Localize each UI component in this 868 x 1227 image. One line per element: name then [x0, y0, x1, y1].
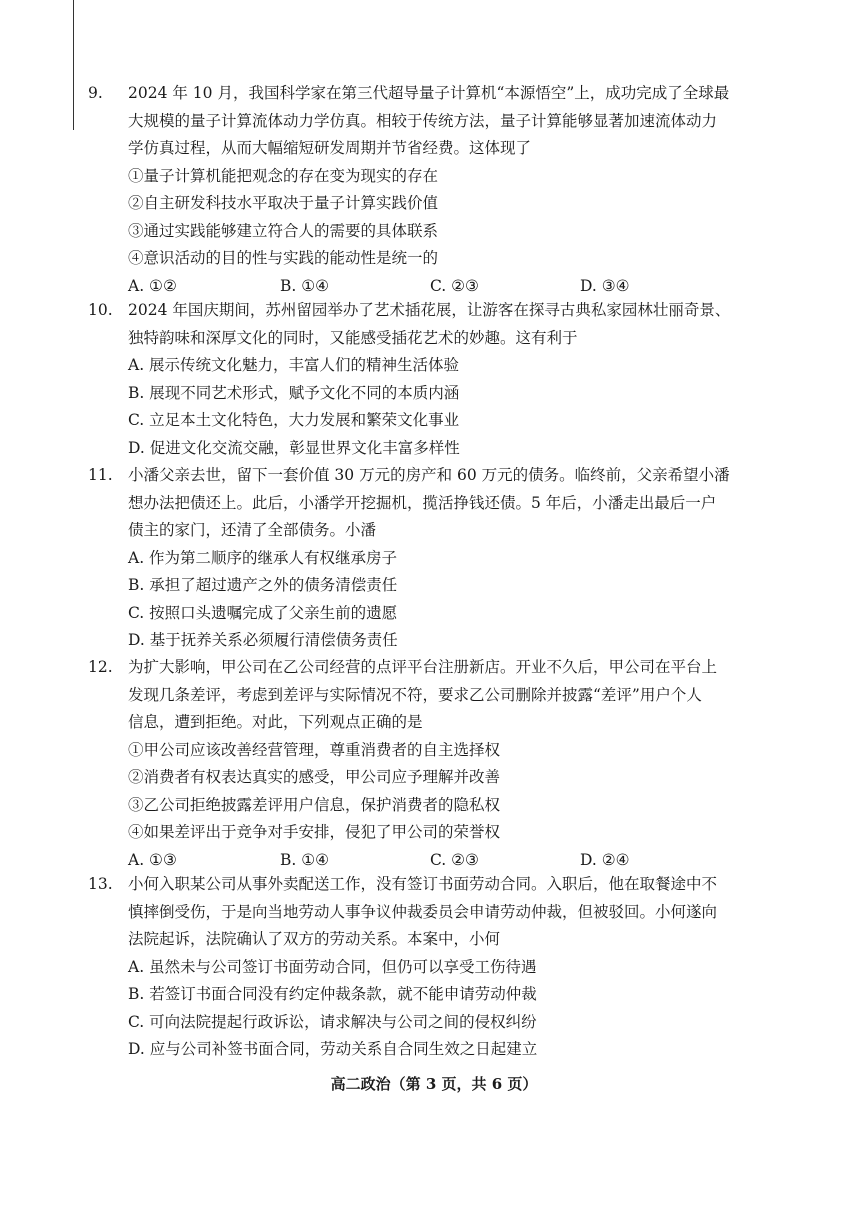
question-number: 9. [88, 84, 103, 102]
question-stem-line: 小何入职某公司从事外卖配送工作，没有签订书面劳动合同。入职后，他在取餐途中不 [128, 875, 718, 893]
statement-3: ③乙公司拒绝披露差评用户信息，保护消费者的隐私权 [128, 795, 501, 814]
option-a: A. ①③ [128, 850, 177, 869]
question-stem-line: 独特韵味和深厚文化的同时，又能感受插花艺术的妙趣。这有利于 [128, 328, 578, 347]
question-stem-line: 法院起诉，法院确认了双方的劳动关系。本案中，小何 [128, 930, 501, 948]
option-a: A. ①② [128, 276, 177, 295]
question-number: 12. [88, 658, 113, 676]
question-9 [88, 80, 728, 300]
question-number: 13. [88, 875, 113, 893]
binding-margin-line [73, 0, 74, 130]
question-stem-line: 信息，遭到拒绝。对此，下列观点正确的是 [128, 713, 423, 731]
answer-options [88, 847, 728, 875]
option-c: C. 可向法院提起行政诉讼，请求解决与公司之间的侵权纠纷 [128, 1012, 537, 1031]
option-a: A. 展示传统文化魅力，丰富人们的精神生活体验 [128, 356, 460, 374]
question-stem-line: 小潘父亲去世，留下一套价值 30 万元的房产和 60 万元的债务。临终前，父亲希望小潘 [128, 466, 730, 484]
question-11 [88, 462, 728, 655]
question-stem-line: 发现几条差评，考虑到差评与实际情况不符，要求乙公司删除并披露“差评”用户个人 [128, 685, 702, 704]
answer-options [88, 273, 728, 301]
statement-1: ①量子计算机能把观念的存在变为现实的存在 [128, 166, 439, 185]
question-number: 11. [88, 466, 113, 484]
option-c: C. 立足本土文化特色，大力发展和繁荣文化事业 [128, 411, 460, 429]
option-d: D. ②④ [580, 850, 630, 869]
question-10 [88, 297, 731, 462]
option-d: D. 应与公司补签书面合同，劳动关系自合同生效之日起建立 [128, 1040, 538, 1058]
page-footer: 高二政治（第 3 页，共 6 页） [330, 1075, 538, 1093]
question-number: 10. [88, 301, 113, 319]
question-stem-line: 想办法把债还上。此后，小潘学开挖掘机，揽活挣钱还债。5 年后，小潘走出最后一户 [128, 493, 717, 512]
option-b: B. 承担了超过遗产之外的债务清偿责任 [128, 576, 398, 594]
statement-1: ①甲公司应该改善经营管理，尊重消费者的自主选择权 [128, 740, 501, 759]
option-b: B. 展现不同艺术形式，赋予文化不同的本质内涵 [128, 383, 460, 402]
option-b: B. ①④ [280, 276, 330, 295]
question-stem-line: 学仿真过程，从而大幅缩短研发周期并节省经费。这体现了 [128, 139, 532, 157]
option-c: C. ②③ [430, 276, 479, 295]
question-stem-line: 为扩大影响，甲公司在乙公司经营的点评平台注册新店。开业不久后，甲公司在平台上 [128, 658, 718, 676]
option-b: B. ①④ [280, 850, 330, 869]
statement-2: ②消费者有权表达真实的感受，甲公司应予理解并改善 [128, 768, 501, 786]
statement-3: ③通过实践能够建立符合人的需要的具体联系 [128, 221, 439, 240]
option-c: C. 按照口头遗嘱完成了父亲生前的遗愿 [128, 603, 398, 622]
question-stem-line: 2024 年 10 月，我国科学家在第三代超导量子计算机“本源悟空”上，成功完成了全球最 [128, 84, 730, 102]
option-b: B. 若签订书面合同没有约定仲裁条款，就不能申请劳动仲裁 [128, 985, 537, 1003]
option-c: C. ②③ [430, 850, 479, 869]
option-d: D. 促进文化交流交融，彰显世界文化丰富多样性 [128, 438, 460, 457]
question-stem-line: 2024 年国庆期间，苏州留园举办了艺术插花展，让游客在探寻古典私家园林壮丽奇景、 [128, 301, 731, 319]
statement-2: ②自主研发科技水平取决于量子计算实践价值 [128, 194, 439, 212]
question-12 [88, 654, 728, 874]
statement-4: ④如果差评出于竞争对手安排，侵犯了甲公司的荣誉权 [128, 823, 501, 841]
question-stem-line: 慎摔倒受伤，于是向当地劳动人事争议仲裁委员会申请劳动仲裁，但被驳回。小何遂向 [128, 902, 718, 921]
question-stem-line: 债主的家门，还清了全部债务。小潘 [128, 521, 377, 539]
option-d: D. ③④ [580, 276, 630, 295]
question-stem-line: 大规模的量子计算流体动力学仿真。相较于传统方法，量子计算能够显著加速流体动力 [128, 111, 718, 130]
option-d: D. 基于抚养关系必须履行清偿债务责任 [128, 631, 398, 649]
statement-4: ④意识活动的目的性与实践的能动性是统一的 [128, 249, 439, 267]
option-a: A. 虽然未与公司签订书面劳动合同，但仍可以享受工伤待遇 [128, 957, 537, 976]
option-a: A. 作为第二顺序的继承人有权继承房子 [128, 548, 398, 567]
question-13 [88, 871, 728, 1064]
